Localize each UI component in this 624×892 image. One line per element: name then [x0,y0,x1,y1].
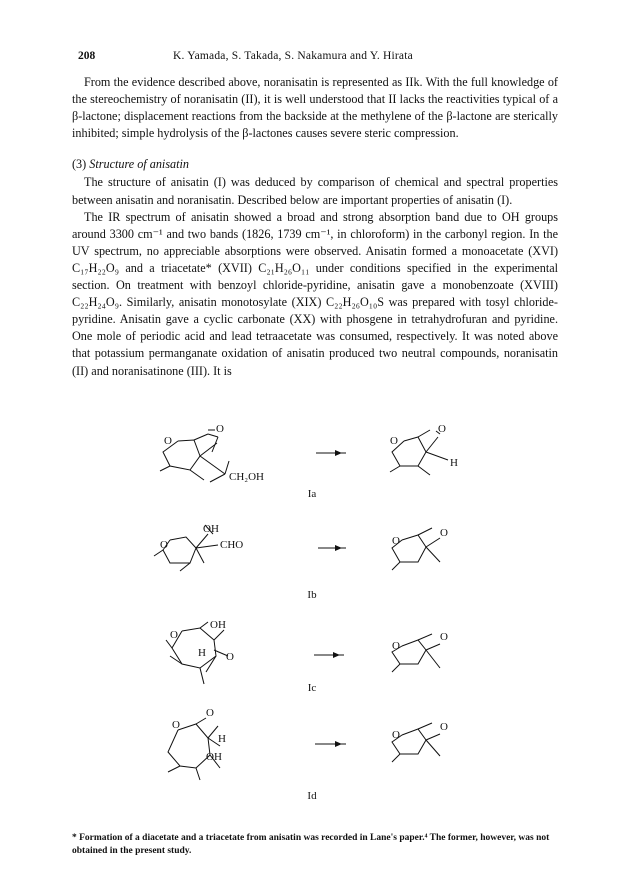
paragraph-noranisatin: From the evidence described above, noranisatin is represented as IIk. With the full knowledge of the stereochemistry of noranisatin (II), it is well understood that II lacks the reactivities typical of a β-lactone; displacement reactions from the backside at the methylene of the β-lactone are sterically inhibited; simple hydrolysis of the β-lactones causes severe steric compression. [72,75,558,141]
atom-o: O [160,539,168,551]
atom-oh: OH [210,619,226,631]
atom-oh: OH [206,751,222,763]
atom-o: O [216,423,224,435]
compound-label-ia: Ia [307,488,317,500]
atom-o: O [170,629,178,641]
atom-cho: CHO [220,539,244,551]
arrowhead-id [335,741,342,747]
atom-o: O [226,651,234,663]
compound-label-ib: Ib [307,589,317,601]
atom-o: O [172,719,180,731]
arrowhead-ia [335,450,342,456]
atom-o: O [164,435,172,447]
atom-o: O [392,640,400,652]
atom-o: O [390,435,398,447]
compound-label-id: Id [307,790,317,802]
footnote: * Formation of a diacetate and a triacetate from anisatin was recorded in Lane's paper.⁴ The former, however, was not obtained in the present study. [72,833,550,856]
atom-o: O [206,707,214,719]
running-head: K. Yamada, S. Takada, S. Nakamura and Y. Hirata [173,50,413,62]
atom-ch2oh: CH₂OH [229,471,265,483]
atom-o: O [440,631,448,643]
paragraph-structure: The structure of anisatin (I) was deduced by comparison of chemical and spectral properties between anisatin and noranisatin. Described below are important properties of anisatin (I). [72,175,558,207]
atom-o: O [392,729,400,741]
atom-oh: OH [203,523,219,535]
atom-h: H [198,647,206,659]
atom-o: O [438,423,446,435]
atom-h: H [450,457,458,469]
section-number: (3) [72,157,87,172]
arrowhead-ic [333,652,340,658]
atom-h: H [218,733,226,745]
atom-o: O [440,527,448,539]
compound-label-ic: Ic [307,682,317,694]
atom-o: O [440,721,448,733]
structure-ia-product [390,430,448,475]
paragraph-ir-spectrum: The IR spectrum of anisatin showed a broad and strong absorption band due to OH groups around 3300 cm⁻¹ and two bands (1826, 1739 cm⁻¹, in chloroform) in the carbonyl region. In the UV spectrum, no appreciable absorptions were observed. Anisatin formed a monoacetate (XVI) C₁₇H₂₂O₉ and a triacetate* (XVII) C₂₁H₂₆O₁₁ under conditions specified in the experimental section. On treatment with benzoyl chloride-pyridine, anisatin gave a monobenzoate (XVIII) C₂₂H₂₄O₉. Similarly, anisatin monotosylate (XIX) C₂₂H₂₆O₁₀S was prepared with tosyl chloride-pyridine. Anisatin gave a cyclic carbonate (XX) with phosgene in tetrahydrofuran and pyridine. One mole of periodic acid and lead tetraacetate was consumed, respectively. It was noted above that potassium permanganate oxidation of anisatin produced two neutral compounds, noranisatin (II) and noranisatinone (III). It is [72,209,558,378]
arrowhead-ib [335,545,342,551]
page-number: 208 [78,50,96,62]
section-title: Structure of anisatin [89,157,190,172]
atom-o: O [392,535,400,547]
